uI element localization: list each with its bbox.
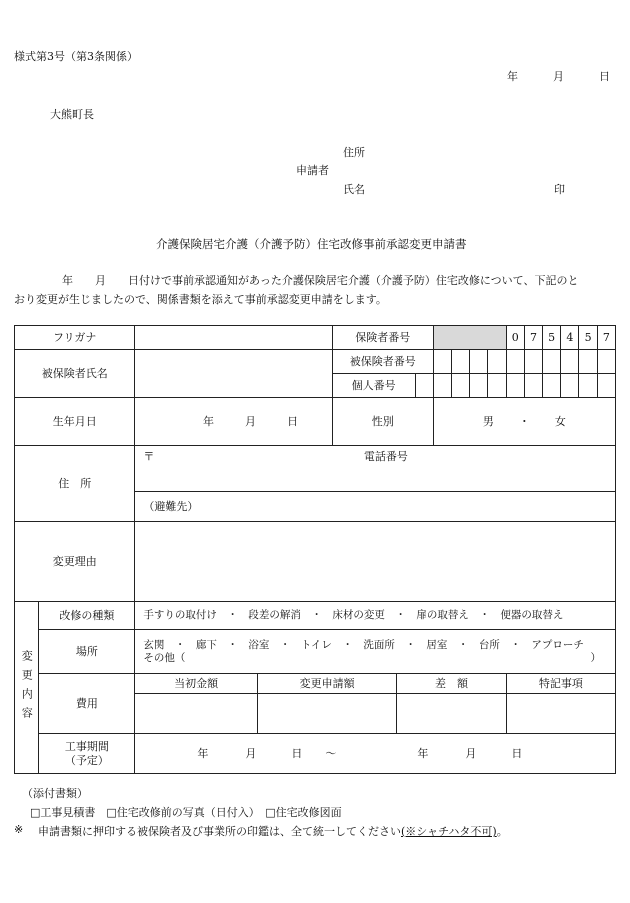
insurer-digit: 5 (579, 326, 597, 350)
insured-number-cell[interactable] (543, 350, 561, 374)
sex-select[interactable] (433, 398, 615, 446)
applicant-name-label: 氏名 (343, 183, 365, 196)
insured-number-cell[interactable] (433, 350, 451, 374)
insurer-digit: 5 (543, 326, 561, 350)
cost-notes-input[interactable] (506, 694, 615, 734)
date-year: 年 (507, 70, 518, 83)
place-label: 場所 (39, 630, 135, 674)
cost-change-input[interactable] (257, 694, 397, 734)
insurer-digit: 4 (561, 326, 579, 350)
phone-label: 電話番号 (363, 450, 408, 463)
insured-number-cell[interactable] (561, 350, 579, 374)
period-tilde: 〜 (325, 746, 337, 760)
birth-month: 月 (245, 414, 257, 428)
note-text: 申請書類に押印する被保険者及び事業所の印鑑は、全て統一してください (38, 825, 401, 838)
insured-number-cell[interactable] (488, 350, 506, 374)
birth-day: 日 (287, 414, 299, 428)
change-reason-input[interactable] (135, 522, 616, 602)
insured-name-input[interactable] (135, 350, 332, 398)
change-content-group-label: 変更内容 (15, 602, 39, 774)
period-end-day: 日 (511, 746, 523, 760)
attachments-label: （添付書類） (22, 787, 88, 800)
insured-number-label: 被保険者番号 (332, 350, 433, 374)
insured-number-cell[interactable] (579, 350, 597, 374)
place-other-close: ） (590, 651, 601, 664)
place-options[interactable] (135, 630, 616, 674)
change-reason-label: 変更理由 (15, 522, 135, 602)
address-input[interactable] (135, 446, 616, 492)
furigana-label: フリガナ (15, 326, 135, 350)
insured-number-cell[interactable] (470, 350, 488, 374)
personal-number-cell[interactable] (488, 374, 506, 398)
insurer-digit: 7 (524, 326, 542, 350)
period-label-line1: 工事期間 (64, 740, 109, 754)
birthdate-label: 生年月日 (15, 398, 135, 446)
insured-number-cell[interactable] (597, 350, 615, 374)
period-start-month: 月 (245, 746, 257, 760)
period-end-month: 月 (465, 746, 477, 760)
personal-number-cell[interactable] (470, 374, 488, 398)
personal-number-cell[interactable] (597, 374, 615, 398)
cost-header-initial: 当初金額 (135, 674, 257, 694)
renovation-kind-label: 改修の種類 (39, 602, 135, 630)
postal-mark: 〒 (143, 450, 155, 463)
insured-name-label: 被保険者氏名 (15, 350, 135, 398)
insured-number-cell[interactable] (506, 350, 524, 374)
period-start-year: 年 (197, 746, 209, 760)
personal-number-cell[interactable] (579, 374, 597, 398)
date-month: 月 (553, 70, 564, 83)
intro-line-2: おり変更が生じましたので、関係書類を添えて事前承認変更申請をします。 (14, 293, 387, 306)
addressee: 大熊町長 (50, 108, 94, 121)
cost-header-diff: 差 額 (397, 674, 506, 694)
furigana-input[interactable] (135, 326, 332, 350)
personal-number-cell[interactable] (452, 374, 470, 398)
period-label-line2: （予定） (64, 753, 109, 767)
period-start-day: 日 (291, 746, 303, 760)
note-warning: (※シャチハタ不可) (401, 825, 497, 838)
construction-period-label (39, 734, 135, 774)
note-mark: ※ (14, 823, 24, 836)
place-list: 玄関 ・ 廊下 ・ 浴室 ・ トイレ ・ 洗面所 ・ 居室 ・ 台所 ・ アプローチ (143, 638, 584, 651)
insured-number-cell[interactable] (524, 350, 542, 374)
sex-label: 性別 (332, 398, 433, 446)
evacuation-address[interactable]: （避難先） (135, 492, 616, 522)
personal-number-cell[interactable] (524, 374, 542, 398)
seal-mark: 印 (554, 183, 565, 196)
page-title: 介護保険居宅介護（介護予防）住宅改修事前承認変更申請書 (156, 237, 467, 251)
cost-header-notes: 特記事項 (506, 674, 615, 694)
insurer-number-label: 保険者番号 (332, 326, 433, 350)
form-number: 様式第3号（第3条関係） (14, 50, 138, 63)
place-other: その他（ (143, 651, 186, 664)
insurer-digit: 7 (597, 326, 615, 350)
cost-diff-input[interactable] (397, 694, 506, 734)
address-label: 住 所 (15, 446, 135, 522)
cost-header-change: 変更申請額 (257, 674, 397, 694)
cost-label: 費用 (39, 674, 135, 734)
cost-initial-input[interactable] (135, 694, 257, 734)
insurer-number-shaded (433, 326, 506, 350)
attachments-list[interactable]: □工事見積書 □住宅改修前の写真（日付入） □住宅改修図面 (30, 806, 342, 819)
insurer-digit: 0 (506, 326, 524, 350)
personal-number-cell[interactable] (506, 374, 524, 398)
sex-male-option[interactable]: 男 (482, 414, 494, 428)
intro-line-1: 年 月 日付けで事前承認通知があった介護保険居宅介護（介護予防）住宅改修について、下記のと (62, 274, 579, 287)
personal-number-cell[interactable] (433, 374, 451, 398)
note (38, 823, 508, 839)
applicant-address-label: 住所 (343, 146, 365, 159)
application-table (14, 325, 616, 774)
personal-number-cell[interactable] (415, 374, 433, 398)
personal-number-cell[interactable] (543, 374, 561, 398)
birthdate-input[interactable] (135, 398, 332, 446)
construction-period-input[interactable] (135, 734, 616, 774)
personal-number-cell[interactable] (561, 374, 579, 398)
note-end: 。 (496, 825, 508, 838)
insured-number-cell[interactable] (452, 350, 470, 374)
birth-year: 年 (202, 414, 214, 428)
applicant-label: 申請者 (296, 164, 329, 177)
sex-female-option[interactable]: 女 (554, 414, 566, 428)
renovation-kind-options[interactable]: 手すりの取付け ・ 段差の解消 ・ 床材の変更 ・ 扉の取替え ・ 便器の取替え (135, 602, 616, 630)
date-day: 日 (599, 70, 610, 83)
sex-separator: ・ (518, 414, 530, 428)
personal-number-label: 個人番号 (332, 374, 415, 398)
period-end-year: 年 (417, 746, 429, 760)
